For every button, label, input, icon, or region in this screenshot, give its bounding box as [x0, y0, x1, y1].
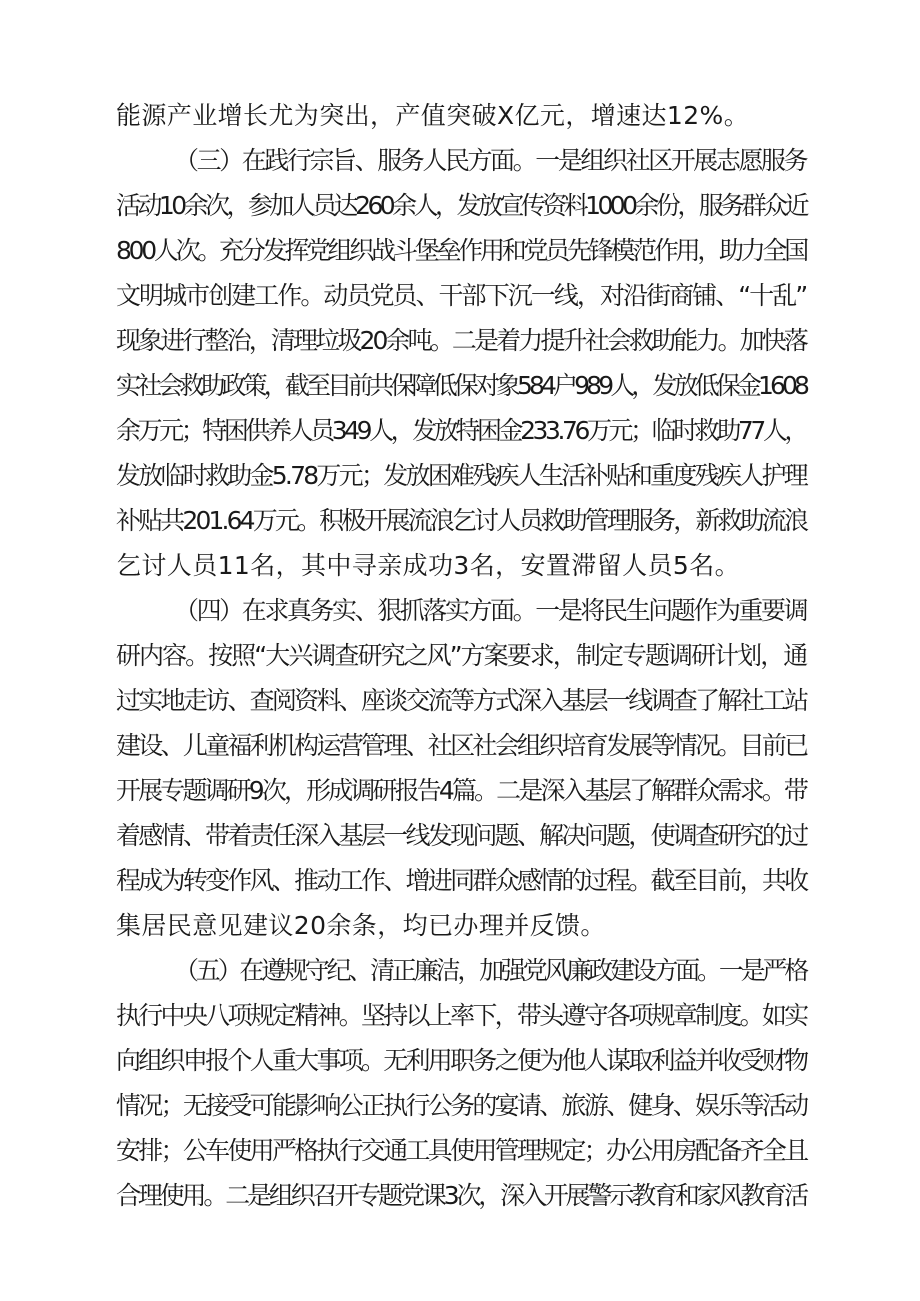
text-line: 活动10余次，参加人员达260余人，发放宣传资料1000余份，服务群众近: [116, 191, 806, 220]
text-line: 现象进行整治，清理垃圾20余吨。二是着力提升社会救助能力。加快落: [116, 326, 806, 355]
text-line: 情况；无接受可能影响公正执行公务的宴请、旅游、健身、娱乐等活动: [116, 1091, 807, 1120]
text-line: 余万元；特困供养人员349人，发放特困金233.76万元；临时救助77人，: [116, 416, 806, 445]
text-line: 向组织申报个人重大事项。无利用职务之便为他人谋取利益并收受财物: [116, 1046, 807, 1075]
text-line: 合理使用。二是组织召开专题党课3次，深入开展警示教育和家风教育活: [116, 1181, 806, 1210]
text-line: 安排；公车使用严格执行交通工具使用管理规定；办公用房配备齐全且: [116, 1136, 807, 1165]
text-line: 过实地走访、查阅资料、座谈交流等方式深入基层一线调查了解社工站: [116, 686, 807, 715]
text-line: 乞讨人员11名，其中寻亲成功3名，安置滞留人员5名。: [116, 551, 741, 580]
text-line: 执行中央八项规定精神。坚持以上率下，带头遵守各项规章制度。如实: [116, 1001, 807, 1030]
text-line: 着感情、带着责任深入基层一线发现问题、解决问题，使调查研究的过: [116, 821, 807, 850]
text-line: 实社会救助政策，截至目前共保障低保对象584户989人，发放低保金1608: [116, 371, 806, 400]
section-heading-line: （五）在遵规守纪、清正廉洁，加强党风廉政建设方面。一是严格: [174, 956, 806, 985]
text-line: 文明城市创建工作。动员党员、干部下沉一线，对沿街商铺、“十乱”: [116, 281, 807, 310]
text-line: 800人次。充分发挥党组织战斗堡垒作用和党员先锋模范作用，助力全国: [116, 236, 806, 265]
section-heading-line: （四）在求真务实、狠抓落实方面。一是将民生问题作为重要调: [174, 596, 807, 625]
text-line: 补贴共201.64万元。积极开展流浪乞讨人员救助管理服务，新救助流浪: [116, 506, 807, 535]
section-heading-line: （三）在践行宗旨、服务人民方面。一是组织社区开展志愿服务: [174, 146, 807, 175]
text-line: 集居民意见建议20余条，均已办理并反馈。: [116, 911, 606, 940]
text-line: 能源产业增长尤为突出，产值突破X亿元，增速达12%。: [116, 101, 750, 130]
text-line: 发放临时救助金5.78万元；发放困难残疾人生活补贴和重度残疾人护理: [116, 461, 806, 490]
text-line: 开展专题调研9次，形成调研报告4篇。二是深入基层了解群众需求。带: [116, 776, 806, 805]
text-line: 研内容。按照“大兴调查研究之风”方案要求，制定专题调研计划，通: [116, 641, 807, 670]
text-line: 建设、儿童福利机构运营管理、社区社会组织培育发展等情况。目前已: [116, 731, 807, 760]
text-line: 程成为转变作风、推动工作、增进同群众感情的过程。截至目前，共收: [116, 866, 807, 895]
